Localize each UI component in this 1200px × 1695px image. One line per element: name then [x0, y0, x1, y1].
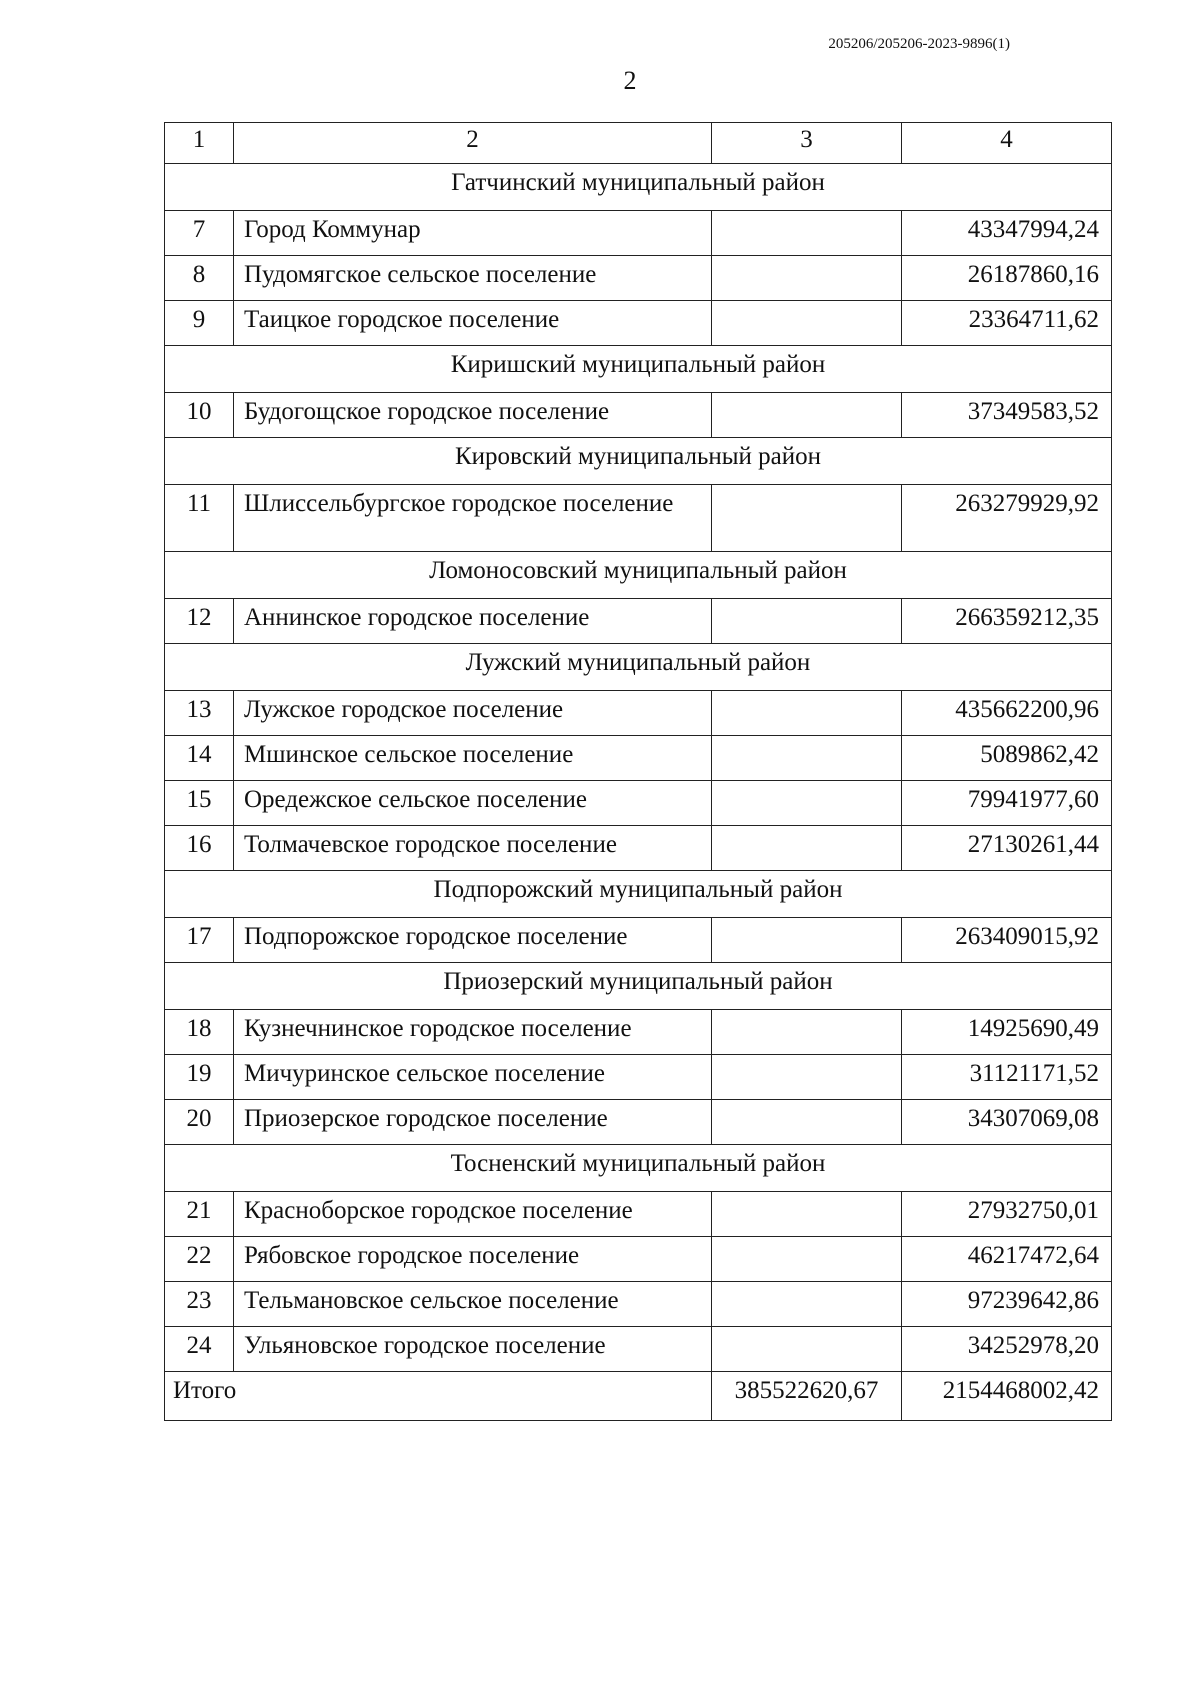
row-number: 18: [165, 1010, 234, 1055]
column-3-value: [712, 1192, 902, 1237]
settlement-name: Толмачевское городское поселение: [234, 826, 712, 871]
settlement-name: Оредежское сельское поселение: [234, 781, 712, 826]
table-row: [165, 256, 1112, 301]
column-4-value: 34307069,08: [902, 1100, 1112, 1145]
column-4-value: 263279929,92: [902, 485, 1112, 552]
column-3-value: [712, 1237, 902, 1282]
column-4-value: 31121171,52: [902, 1055, 1112, 1100]
table-row: [165, 781, 1112, 826]
table-row: [165, 393, 1112, 438]
district-name: Ломоносовский муниципальный район: [165, 552, 1112, 599]
table-row: [165, 301, 1112, 346]
row-number: 8: [165, 256, 234, 301]
district-row: [165, 346, 1112, 393]
column-3-value: [712, 1282, 902, 1327]
settlement-name: Будогощское городское поселение: [234, 393, 712, 438]
column-numbers-row: [165, 123, 1112, 164]
row-number: 23: [165, 1282, 234, 1327]
row-number: 21: [165, 1192, 234, 1237]
table-row: [165, 485, 1112, 552]
table-row: [165, 599, 1112, 644]
row-number: 7: [165, 211, 234, 256]
column-4-value: 46217472,64: [902, 1237, 1112, 1282]
settlement-name: Кузнечнинское городское поселение: [234, 1010, 712, 1055]
column-4-value: 79941977,60: [902, 781, 1112, 826]
district-name: Приозерский муниципальный район: [165, 963, 1112, 1010]
settlement-name: Таицкое городское поселение: [234, 301, 712, 346]
page-number: 2: [623, 66, 637, 95]
district-name: Лужский муниципальный район: [165, 644, 1112, 691]
settlement-name: Приозерское городское поселение: [234, 1100, 712, 1145]
column-4-value: 5089862,42: [902, 736, 1112, 781]
column-number-2: 2: [234, 123, 712, 164]
table-row: [165, 211, 1112, 256]
column-4-value: 43347994,24: [902, 211, 1112, 256]
row-number: 9: [165, 301, 234, 346]
table-row: [165, 918, 1112, 963]
table-row: [165, 736, 1112, 781]
row-number: 17: [165, 918, 234, 963]
row-number: 10: [165, 393, 234, 438]
table-row: [165, 1010, 1112, 1055]
settlement-name: Лужское городское поселение: [234, 691, 712, 736]
column-4-value: 435662200,96: [902, 691, 1112, 736]
column-3-value: [712, 485, 902, 552]
column-3-value: [712, 599, 902, 644]
table-row: [165, 1282, 1112, 1327]
district-row: [165, 871, 1112, 918]
column-4-value: 14925690,49: [902, 1010, 1112, 1055]
table-row: [165, 691, 1112, 736]
settlement-name: Рябовское городское поселение: [234, 1237, 712, 1282]
settlement-name: Аннинское городское поселение: [234, 599, 712, 644]
row-number: 13: [165, 691, 234, 736]
column-number-4: 4: [902, 123, 1112, 164]
district-name: Тосненский муниципальный район: [165, 1145, 1112, 1192]
column-3-value: [712, 781, 902, 826]
total-row: [165, 1372, 1112, 1421]
column-3-value: [712, 393, 902, 438]
settlement-name: Мичуринское сельское поселение: [234, 1055, 712, 1100]
district-row: [165, 644, 1112, 691]
column-3-value: [712, 1010, 902, 1055]
column-3-value: [712, 301, 902, 346]
district-name: Киришский муниципальный район: [165, 346, 1112, 393]
district-row: [165, 438, 1112, 485]
row-number: 14: [165, 736, 234, 781]
district-name: Кировский муниципальный район: [165, 438, 1112, 485]
column-3-value: [712, 1055, 902, 1100]
row-number: 16: [165, 826, 234, 871]
column-4-value: 266359212,35: [902, 599, 1112, 644]
district-row: [165, 552, 1112, 599]
table-row: [165, 1055, 1112, 1100]
settlement-name: Подпорожское городское поселение: [234, 918, 712, 963]
column-3-value: [712, 1100, 902, 1145]
column-4-value: 23364711,62: [902, 301, 1112, 346]
total-column-4: 2154468002,42: [902, 1372, 1112, 1421]
settlement-name: Красноборское городское поселение: [234, 1192, 712, 1237]
table-row: [165, 1237, 1112, 1282]
settlement-name: Пудомягское сельское поселение: [234, 256, 712, 301]
table-row: [165, 826, 1112, 871]
district-row: [165, 164, 1112, 211]
table-row: [165, 1327, 1112, 1372]
district-row: [165, 1145, 1112, 1192]
table-row: [165, 1192, 1112, 1237]
column-4-value: 37349583,52: [902, 393, 1112, 438]
column-4-value: 263409015,92: [902, 918, 1112, 963]
column-3-value: [712, 1327, 902, 1372]
settlement-name: Город Коммунар: [234, 211, 712, 256]
district-row: [165, 963, 1112, 1010]
column-3-value: [712, 736, 902, 781]
column-4-value: 97239642,86: [902, 1282, 1112, 1327]
row-number: 22: [165, 1237, 234, 1282]
row-number: 19: [165, 1055, 234, 1100]
settlement-name: Тельмановское сельское поселение: [234, 1282, 712, 1327]
column-3-value: [712, 256, 902, 301]
row-number: 20: [165, 1100, 234, 1145]
table-row: [165, 1100, 1112, 1145]
district-name: Подпорожский муниципальный район: [165, 871, 1112, 918]
column-3-value: [712, 691, 902, 736]
column-4-value: 27932750,01: [902, 1192, 1112, 1237]
column-number-1: 1: [165, 123, 234, 164]
row-number: 11: [165, 485, 234, 552]
settlement-name: Ульяновское городское поселение: [234, 1327, 712, 1372]
total-column-3: 385522620,67: [712, 1372, 902, 1421]
total-label: Итого: [165, 1372, 712, 1421]
allocation-table: [164, 122, 1112, 1421]
column-4-value: 27130261,44: [902, 826, 1112, 871]
district-name: Гатчинский муниципальный район: [165, 164, 1112, 211]
row-number: 12: [165, 599, 234, 644]
column-4-value: 26187860,16: [902, 256, 1112, 301]
column-number-3: 3: [712, 123, 902, 164]
settlement-name: Мшинское сельское поселение: [234, 736, 712, 781]
row-number: 15: [165, 781, 234, 826]
document-id: 205206/205206-2023-9896(1): [828, 36, 1010, 52]
column-3-value: [712, 211, 902, 256]
column-3-value: [712, 918, 902, 963]
row-number: 24: [165, 1327, 234, 1372]
column-3-value: [712, 826, 902, 871]
column-4-value: 34252978,20: [902, 1327, 1112, 1372]
settlement-name: Шлиссельбургское городское поселение: [234, 485, 712, 552]
allocation-table-body: [165, 123, 1112, 1421]
